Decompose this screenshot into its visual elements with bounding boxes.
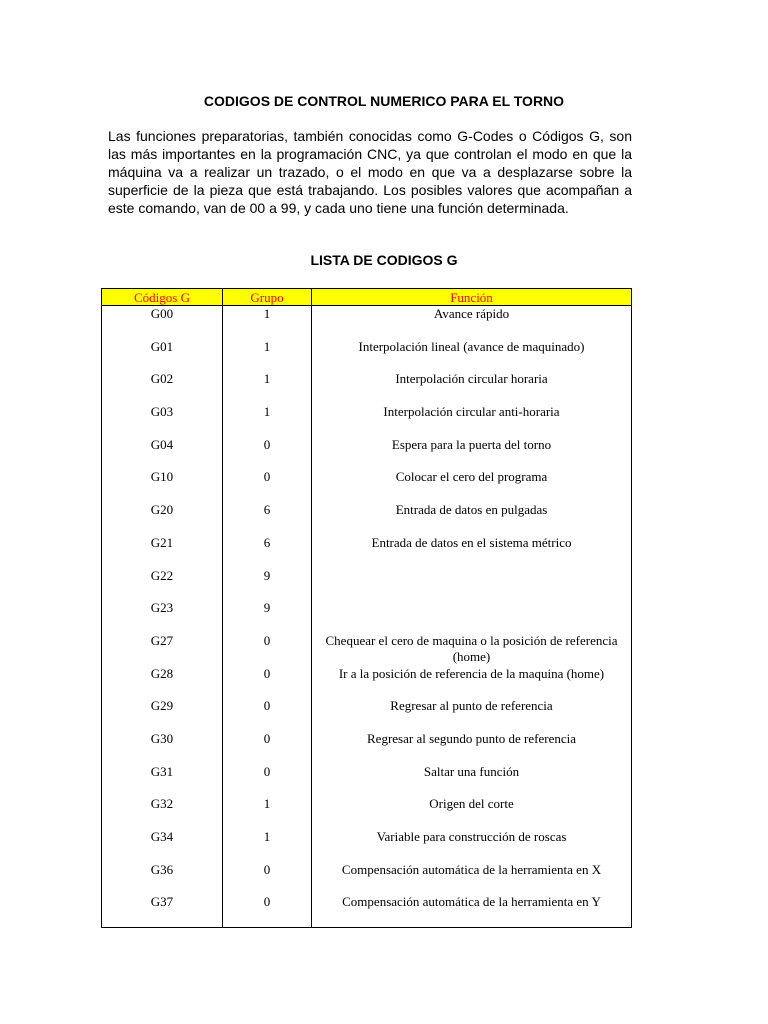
cell-group: 0 xyxy=(223,862,312,895)
table-row xyxy=(102,894,632,927)
cell-function: Colocar el cero del programa xyxy=(312,469,632,502)
cell-group: 1 xyxy=(223,404,312,437)
table-row xyxy=(102,633,632,666)
cell-code: G03 xyxy=(102,404,223,437)
cell-function: Interpolación circular anti-horaria xyxy=(312,404,632,437)
cell-code: G32 xyxy=(102,796,223,829)
cell-code: G23 xyxy=(102,600,223,633)
cell-code: G28 xyxy=(102,666,223,699)
list-title: LISTA DE CODIGOS G xyxy=(310,252,458,268)
cell-code: G01 xyxy=(102,339,223,372)
cell-code: G30 xyxy=(102,731,223,764)
cell-group: 9 xyxy=(223,568,312,601)
cell-group: 1 xyxy=(223,339,312,372)
cell-code: G36 xyxy=(102,862,223,895)
cell-group: 0 xyxy=(223,469,312,502)
cell-group: 9 xyxy=(223,600,312,633)
cell-code: G10 xyxy=(102,469,223,502)
cell-function: Variable para construcción de roscas xyxy=(312,829,632,862)
table-row xyxy=(102,535,632,568)
cell-code: G04 xyxy=(102,437,223,470)
cell-code: G20 xyxy=(102,502,223,535)
cell-code: G21 xyxy=(102,535,223,568)
cell-group: 1 xyxy=(223,796,312,829)
cell-group: 1 xyxy=(223,371,312,404)
table-row xyxy=(102,829,632,862)
table-row xyxy=(102,339,632,372)
table-body xyxy=(102,306,632,928)
cell-code: G34 xyxy=(102,829,223,862)
cell-function: Entrada de datos en el sistema métrico xyxy=(312,535,632,568)
table-row xyxy=(102,600,632,633)
cell-code: G02 xyxy=(102,371,223,404)
cell-function: Avance rápido xyxy=(312,306,632,339)
cell-group: 0 xyxy=(223,731,312,764)
table-row xyxy=(102,698,632,731)
cell-code: G29 xyxy=(102,698,223,731)
cell-function: Compensación automática de la herramienta en X xyxy=(312,862,632,895)
header-codes: Códigos G xyxy=(102,289,223,306)
g-codes-table xyxy=(101,288,632,928)
cell-function: Chequear el cero de maquina o la posición de referencia (home) xyxy=(312,633,632,666)
cell-code: G27 xyxy=(102,633,223,666)
table-row xyxy=(102,502,632,535)
table-row xyxy=(102,666,632,699)
cell-function xyxy=(312,600,632,633)
cell-code: G37 xyxy=(102,894,223,927)
cell-function xyxy=(312,568,632,601)
table-header xyxy=(102,289,632,306)
table-row xyxy=(102,862,632,895)
table-row xyxy=(102,796,632,829)
table-row xyxy=(102,306,632,339)
cell-group: 0 xyxy=(223,437,312,470)
cell-code: G31 xyxy=(102,764,223,797)
header-group: Grupo xyxy=(223,289,312,306)
cell-function: Regresar al segundo punto de referencia xyxy=(312,731,632,764)
cell-group: 1 xyxy=(223,829,312,862)
header-function: Función xyxy=(312,289,632,306)
cell-group: 0 xyxy=(223,764,312,797)
table-row xyxy=(102,404,632,437)
table-header-row xyxy=(102,289,632,306)
cell-function: Origen del corte xyxy=(312,796,632,829)
cell-code: G22 xyxy=(102,568,223,601)
cell-function: Saltar una función xyxy=(312,764,632,797)
table-row xyxy=(102,371,632,404)
cell-function: Interpolación lineal (avance de maquinado) xyxy=(312,339,632,372)
table-row xyxy=(102,437,632,470)
cell-group: 1 xyxy=(223,306,312,339)
table-row xyxy=(102,568,632,601)
cell-group: 0 xyxy=(223,666,312,699)
cell-group: 0 xyxy=(223,894,312,927)
cell-group: 0 xyxy=(223,698,312,731)
cell-group: 6 xyxy=(223,535,312,568)
document-title: CODIGOS DE CONTROL NUMERICO PARA EL TORNO xyxy=(203,93,565,109)
cell-function: Compensación automática de la herramienta en Y xyxy=(312,894,632,927)
cell-group: 0 xyxy=(223,633,312,666)
cell-function: Espera para la puerta del torno xyxy=(312,437,632,470)
cell-function: Regresar al punto de referencia xyxy=(312,698,632,731)
cell-group: 6 xyxy=(223,502,312,535)
cell-code: G00 xyxy=(102,306,223,339)
intro-paragraph: Las funciones preparatorias, también conocidas como G-Codes o Códigos G, son las más importantes en la programación CNC, ya que controlan el modo en que la máquina va a realizar un trazado, o el modo en que va a desplazarse sobre la superficie de la pieza que está trabajando. Los posibles valores que acompañan a este comando, van de 00 a 99, y cada uno tiene una función determinada. xyxy=(108,128,632,216)
cell-function: Ir a la posición de referencia de la maquina (home) xyxy=(312,666,632,699)
cell-function: Entrada de datos en pulgadas xyxy=(312,502,632,535)
table-row xyxy=(102,764,632,797)
cell-function: Interpolación circular horaria xyxy=(312,371,632,404)
table-row xyxy=(102,731,632,764)
table-row xyxy=(102,469,632,502)
